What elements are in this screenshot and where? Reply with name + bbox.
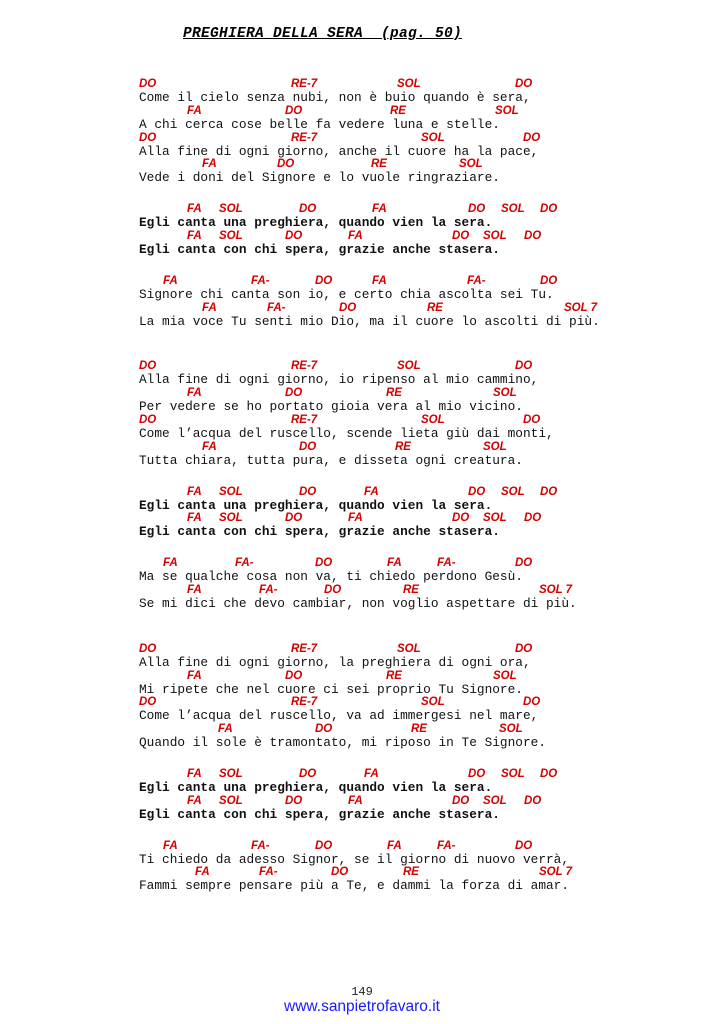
chord: SOL: [219, 485, 243, 498]
chord: DO: [285, 794, 303, 807]
chord: SOL: [421, 696, 445, 709]
chord: FA: [364, 485, 379, 498]
chord: SOL: [397, 642, 421, 655]
chord: SOL 7: [564, 301, 598, 314]
chord: FA: [187, 669, 202, 682]
chord: RE: [427, 301, 443, 314]
chord: RE: [403, 583, 419, 596]
chord: FA-: [259, 583, 278, 596]
chord: SOL: [397, 360, 421, 373]
lyric-line: Vede i doni del Signore e lo vuole ringraziare.: [139, 170, 500, 186]
chord: DO: [540, 485, 558, 498]
chord: SOL: [421, 413, 445, 426]
chord: FA-: [467, 274, 486, 287]
chord: SOL: [499, 723, 523, 736]
chord: FA: [387, 839, 402, 852]
chord: FA-: [267, 301, 286, 314]
chord: FA: [202, 440, 217, 453]
lyric-line: Ma se qualche cosa non va, ti chiedo perdono Gesù.: [139, 569, 523, 585]
chord: FA: [348, 794, 363, 807]
chord: DO: [339, 301, 357, 314]
chord: FA: [348, 512, 363, 525]
chord: DO: [468, 203, 486, 216]
chord: SOL: [219, 229, 243, 242]
song-title: PREGHIERA DELLA SERA (pag. 50): [183, 26, 463, 42]
chord: FA: [187, 104, 202, 117]
chord: FA: [187, 203, 202, 216]
chord: DO: [285, 104, 303, 117]
lyric-line: Alla fine di ogni giorno, io ripenso al mio cammino,: [139, 372, 539, 388]
chord: DO: [285, 229, 303, 242]
chord: RE-7: [291, 131, 318, 144]
chord: DO: [523, 696, 541, 709]
chord: FA-: [437, 557, 456, 570]
chord: DO: [139, 413, 157, 426]
chord: FA-: [437, 839, 456, 852]
chord: DO: [139, 360, 157, 373]
chord: DO: [139, 696, 157, 709]
chord: SOL: [483, 794, 507, 807]
chord: FA: [163, 839, 178, 852]
chord: DO: [515, 557, 533, 570]
chord: RE: [390, 104, 406, 117]
chord: FA: [187, 229, 202, 242]
chord: DO: [468, 485, 486, 498]
chord: DO: [515, 360, 533, 373]
chord: FA: [187, 387, 202, 400]
chord: SOL: [483, 440, 507, 453]
chord: FA: [187, 767, 202, 780]
lyric-line: La mia voce Tu senti mio Dio, ma il cuore lo ascolti di più.: [139, 313, 600, 329]
chord: SOL: [493, 669, 517, 682]
lyric-line: A chi cerca cose belle fa vedere luna e stelle.: [139, 116, 500, 132]
chord: FA-: [259, 866, 278, 879]
chord: FA: [187, 485, 202, 498]
chord: FA-: [251, 839, 270, 852]
chord: DO: [324, 583, 342, 596]
chord: FA: [195, 866, 210, 879]
chord: RE: [386, 387, 402, 400]
chord: DO: [523, 131, 541, 144]
chord: DO: [277, 158, 295, 171]
chord: SOL: [501, 767, 525, 780]
chord: RE-7: [291, 360, 318, 373]
chord: SOL: [493, 387, 517, 400]
chord: FA-: [251, 274, 270, 287]
lyric-line: Egli canta una preghiera, quando vien la sera.: [139, 497, 493, 513]
chord: RE: [371, 158, 387, 171]
chord: DO: [452, 229, 470, 242]
website-link[interactable]: www.sanpietrofavaro.it: [284, 998, 440, 1015]
chord: FA: [348, 229, 363, 242]
chord: DO: [523, 413, 541, 426]
lyric-line: Come il cielo senza nubi, non è buio quando è sera,: [139, 90, 531, 105]
chord: FA: [163, 557, 178, 570]
chord: DO: [299, 767, 317, 780]
page-number: 149: [351, 985, 373, 999]
chord: FA: [187, 583, 202, 596]
lyric-line: Se mi dici che devo cambiar, non voglio aspettare di più.: [139, 595, 577, 611]
lyric-line: Tutta chiara, tutta pura, e disseta ogni creatura.: [139, 452, 523, 468]
chord: DO: [524, 229, 542, 242]
chord: FA: [364, 767, 379, 780]
chord: FA: [372, 274, 387, 287]
chord: DO: [452, 512, 470, 525]
lyric-line: Egli canta una preghiera, quando vien la sera.: [139, 215, 493, 231]
chord: RE: [386, 669, 402, 682]
chord: SOL: [459, 158, 483, 171]
lyric-line: Egli canta con chi spera, grazie anche stasera.: [139, 241, 500, 257]
chord: DO: [139, 131, 157, 144]
lyric-line: Mi ripete che nel cuore ci sei proprio Tu Signore.: [139, 681, 523, 697]
chord: DO: [540, 203, 558, 216]
chord: DO: [299, 440, 317, 453]
chord: SOL 7: [539, 866, 573, 879]
chord: SOL: [483, 512, 507, 525]
chord: DO: [285, 512, 303, 525]
chord: DO: [315, 557, 333, 570]
chord: RE-7: [291, 413, 318, 426]
chord: SOL: [219, 767, 243, 780]
chord: FA: [187, 794, 202, 807]
lyric-line: Egli canta una preghiera, quando vien la sera.: [139, 779, 493, 795]
chord: FA: [187, 512, 202, 525]
chord: DO: [331, 866, 349, 879]
chord: SOL: [421, 131, 445, 144]
lyric-line: Fammi sempre pensare più a Te, e dammi la forza di amar.: [139, 878, 570, 894]
chord: DO: [515, 642, 533, 655]
lyric-line: Egli canta con chi spera, grazie anche stasera.: [139, 524, 500, 540]
chord: DO: [540, 767, 558, 780]
chord: SOL: [397, 78, 421, 90]
chord: DO: [315, 723, 333, 736]
chord: DO: [468, 767, 486, 780]
lyric-line: Come l’acqua del ruscello, va ad immergesi nel mare,: [139, 708, 539, 724]
chord: DO: [139, 78, 157, 90]
chord: DO: [515, 78, 533, 90]
chord: SOL: [501, 485, 525, 498]
chord: FA: [202, 158, 217, 171]
chord: SOL: [219, 512, 243, 525]
chord: FA: [387, 557, 402, 570]
chord: SOL: [483, 229, 507, 242]
lyric-line: Come l’acqua del ruscello, scende lieta giù dai monti,: [139, 425, 554, 441]
chord: FA: [372, 203, 387, 216]
chord: DO: [540, 274, 558, 287]
chord: RE-7: [291, 642, 318, 655]
chord: FA: [163, 274, 178, 287]
chord: DO: [285, 669, 303, 682]
chord: SOL: [219, 203, 243, 216]
chord: DO: [315, 274, 333, 287]
lyric-line: Signore chi canta son io, e certo chia ascolta sei Tu.: [139, 286, 554, 302]
chord: SOL: [495, 104, 519, 117]
chord: DO: [139, 642, 157, 655]
chord: RE: [411, 723, 427, 736]
chord: DO: [524, 512, 542, 525]
chord: DO: [515, 839, 533, 852]
chord: DO: [299, 485, 317, 498]
chord: DO: [452, 794, 470, 807]
chord: DO: [299, 203, 317, 216]
lyric-line: Alla fine di ogni giorno, la preghiera di ogni ora,: [139, 654, 531, 670]
chord: DO: [285, 387, 303, 400]
lyric-line: Egli canta con chi spera, grazie anche stasera.: [139, 806, 500, 822]
lyric-line: Per vedere se ho portato gioia vera al mio vicino.: [139, 399, 523, 415]
chord: SOL 7: [539, 583, 573, 596]
lyric-line: Alla fine di ogni giorno, anche il cuore ha la pace,: [139, 143, 539, 159]
chord: RE: [395, 440, 411, 453]
chord: FA: [218, 723, 233, 736]
chord: RE-7: [291, 78, 318, 90]
chord: DO: [315, 839, 333, 852]
chord: SOL: [219, 794, 243, 807]
lyric-line: Quando il sole è tramontato, mi riposo in Te Signore.: [139, 735, 547, 751]
chord: FA-: [235, 557, 254, 570]
chord: SOL: [501, 203, 525, 216]
chord: RE-7: [291, 696, 318, 709]
chord: RE: [403, 866, 419, 879]
chord: FA: [202, 301, 217, 314]
chord: DO: [524, 794, 542, 807]
lyric-line: Ti chiedo da adesso Signor, se il giorno di nuovo verrà,: [139, 851, 570, 867]
